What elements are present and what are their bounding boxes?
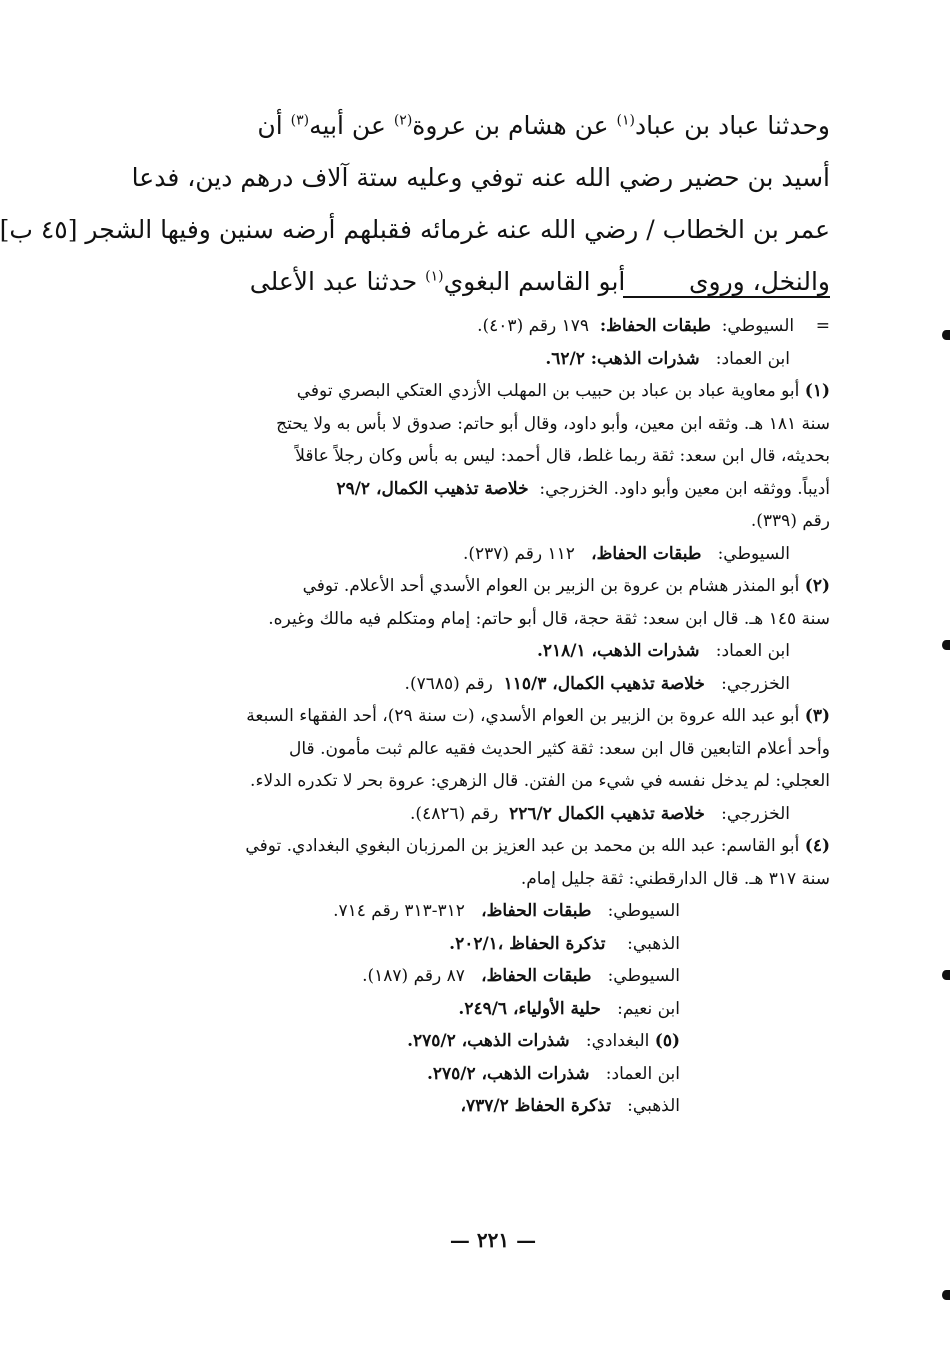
footnote-1-line [128,473,830,506]
book-title: طبقات الحفاظ، [591,543,702,564]
scan-edge-mark [942,330,950,340]
footnote-4-line [128,993,830,1026]
main-line-3: عمر بن الخطاب / رضي الله عنه غرمائه فقبلهم أرضه سنين وفيها الشجر [٤٥ ب] [0,215,830,244]
footnote-number: (١) [804,381,830,401]
text-segment: والنخل، وروى [688,267,830,296]
footnote-4-line: سنة ٣١٧ هـ. قال الدارقطني: ثقة جليل إمام. [520,868,830,889]
book-title: طبقات الحفاظ: [599,316,711,336]
book-title: خلاصة تذهيب الكمال، ١١٥/٣ [503,673,705,694]
author: السيوطي: [607,966,680,986]
citation: ١٧٩ رقم (٤٠٣). [477,316,590,336]
footnote-ref: (٢) [393,112,413,129]
book-title: شذرات الذهب، ٢٧٥/٢. [407,1031,570,1051]
page-number: — ٢٢١ — [449,1228,537,1252]
book-title: تذكرة الحفاظ ٧٣٧/٢، [460,1096,611,1116]
continuation-marker: = [815,316,830,336]
author: ابن العماد: [715,641,790,661]
footnote-2-line [128,635,830,668]
footnote-text: أبو القاسم: عبد الله بن محمد بن عبد العزيز بن المرزبان البغوي البغدادي. توفي [245,836,800,856]
author: ابن نعيم: [617,998,680,1019]
footnote-text: أبو عبد الله عروة بن الزبير بن العوام الأسدي، (ت سنة ٢٩)، أحد الفقهاء السبعة [246,706,800,726]
footnote-ref: (٣) [290,112,310,129]
footnote-ref: (١) [616,112,635,129]
footnote-3-line: وأحد أعلام التابعين قال ابن سعد: ثقة كثير الحديث فقيه عالم ثبت مأمون. قال [289,738,830,759]
book-title: خلاصة تذهيب الكمال ٢٢٦/٢ [509,803,705,824]
main-line-1 [126,100,830,152]
author: ابن العماد: [715,348,790,369]
footnote-number: (٤) [804,836,830,856]
footnote-4-line [128,895,830,928]
author: الخزرجي: [721,673,790,694]
scan-edge-mark [942,970,950,980]
main-text [0,100,830,308]
author: السيوطي: [717,543,790,564]
book-title: شذرات الذهب: ٦٢/٢. [545,348,700,369]
text-segment: وحدثنا عباد بن عباد [634,111,830,140]
footnote-5-line [128,1058,830,1091]
footnote-2-line: سنة ١٤٥ هـ. قال ابن سعد: ثقة حجة، قال أبو حاتم: إمام ومتكلم فيه مالك وغيره. [268,608,830,629]
book-title: حلية الأولياء، ٢٤٩/٦. [458,998,601,1019]
footnote-2-line [128,668,830,701]
footnotes [128,310,830,1123]
book-title: تذكرة الحفاظ ،٢٠٢/١. [449,933,606,954]
text-segment: عن أبيه [309,111,386,140]
footnote-1-line: بحديثه، قال ابن سعد: ثقة ربما غلط، قال أحمد: ليس به بأس وكان رجلاً عاقلاً [295,446,830,466]
citation: ٣١٢-٣١٣ رقم ٧١٤. [333,901,465,921]
main-line-4 [126,256,830,308]
footnote-3-line [128,798,830,831]
author: البغدادي: [585,1031,650,1051]
footnote-1-line: رقم (٣٣٩). [750,511,830,531]
text-segment: عن هشام بن عروة [412,111,609,140]
footnote-text: أبو المنذر هشام بن عروة بن الزبير بن العوام الأسدي أحد الأعلام. توفي [302,576,800,596]
author: ابن العماد: [605,1063,680,1084]
footnote-5-line [128,1025,830,1058]
main-line-2: أسيد بن حضير رضي الله عنه توفي وعليه ستة آلاف درهم دين، فدعا [131,163,830,192]
author: الذهبي: [627,1096,680,1116]
text-segment: حدثنا عبد الأعلى [249,267,418,296]
author: الذهبي: [627,933,680,954]
book-title: خلاصة تذهيب الكمال، ٢٩/٢ [336,478,529,499]
footnote-1-line [128,538,830,571]
scan-edge-mark [942,640,950,650]
citation: رقم (٧٦٨٥). [404,673,493,694]
footnote-1-line [128,375,830,408]
author: السيوطي: [721,316,795,336]
book-title: شذرات الذهب، ٢٧٥/٢. [426,1063,590,1084]
footnote-4-line [128,960,830,993]
footnote-number: (٣) [804,706,830,726]
footnote-continuation-line [128,310,830,343]
footnote-ref: (١) [425,268,444,285]
author: الخزرجي: [721,803,790,824]
footnote-3-line: العجلي: لم يدخل نفسه في شيء من الفتن. قال الزهري: عروة بحر لا تكدره الدلاء. [250,771,830,791]
author: السيوطي: [607,901,680,921]
footnote-1-line: سنة ١٨١ هـ. وثقه ابن معين، وأبو داود، وقال أبو حاتم: صدوق لا بأس به ولا يحتج [276,413,830,434]
footnote-continuation-line [128,343,830,376]
footnote-number: (٢) [804,576,830,596]
scan-edge-mark [942,1290,950,1300]
footnote-4-line [128,928,830,961]
text-segment: أبو القاسم البغوي [443,267,626,296]
footnote-2-line [128,570,830,603]
book-title: طبقات الحفاظ، [481,966,592,986]
footnote-4-line [128,830,830,863]
footnote-number: (٥) [654,1031,680,1051]
citation: ٨٧ رقم (١٨٧). [362,966,465,986]
book-title: شذرات الذهب، ٢١٨/١. [536,641,700,661]
footnote-3-line [128,700,830,733]
footnote-text: أبو معاوية عباد بن عباد بن حبيب بن المهلب الأزدي العتكي البصري توفي [296,381,800,401]
book-title: طبقات الحفاظ، [481,901,592,921]
footnote-separator [623,296,830,298]
text-segment: أن [257,111,283,140]
footnote-text: أديباً. ووثقه ابن معين وأبو داود. الخزرجي: [539,478,830,499]
citation: رقم (٤٨٢٦). [410,803,499,824]
footnote-5-line [128,1090,830,1123]
citation: ١١٢ رقم (٢٣٧). [462,543,575,564]
